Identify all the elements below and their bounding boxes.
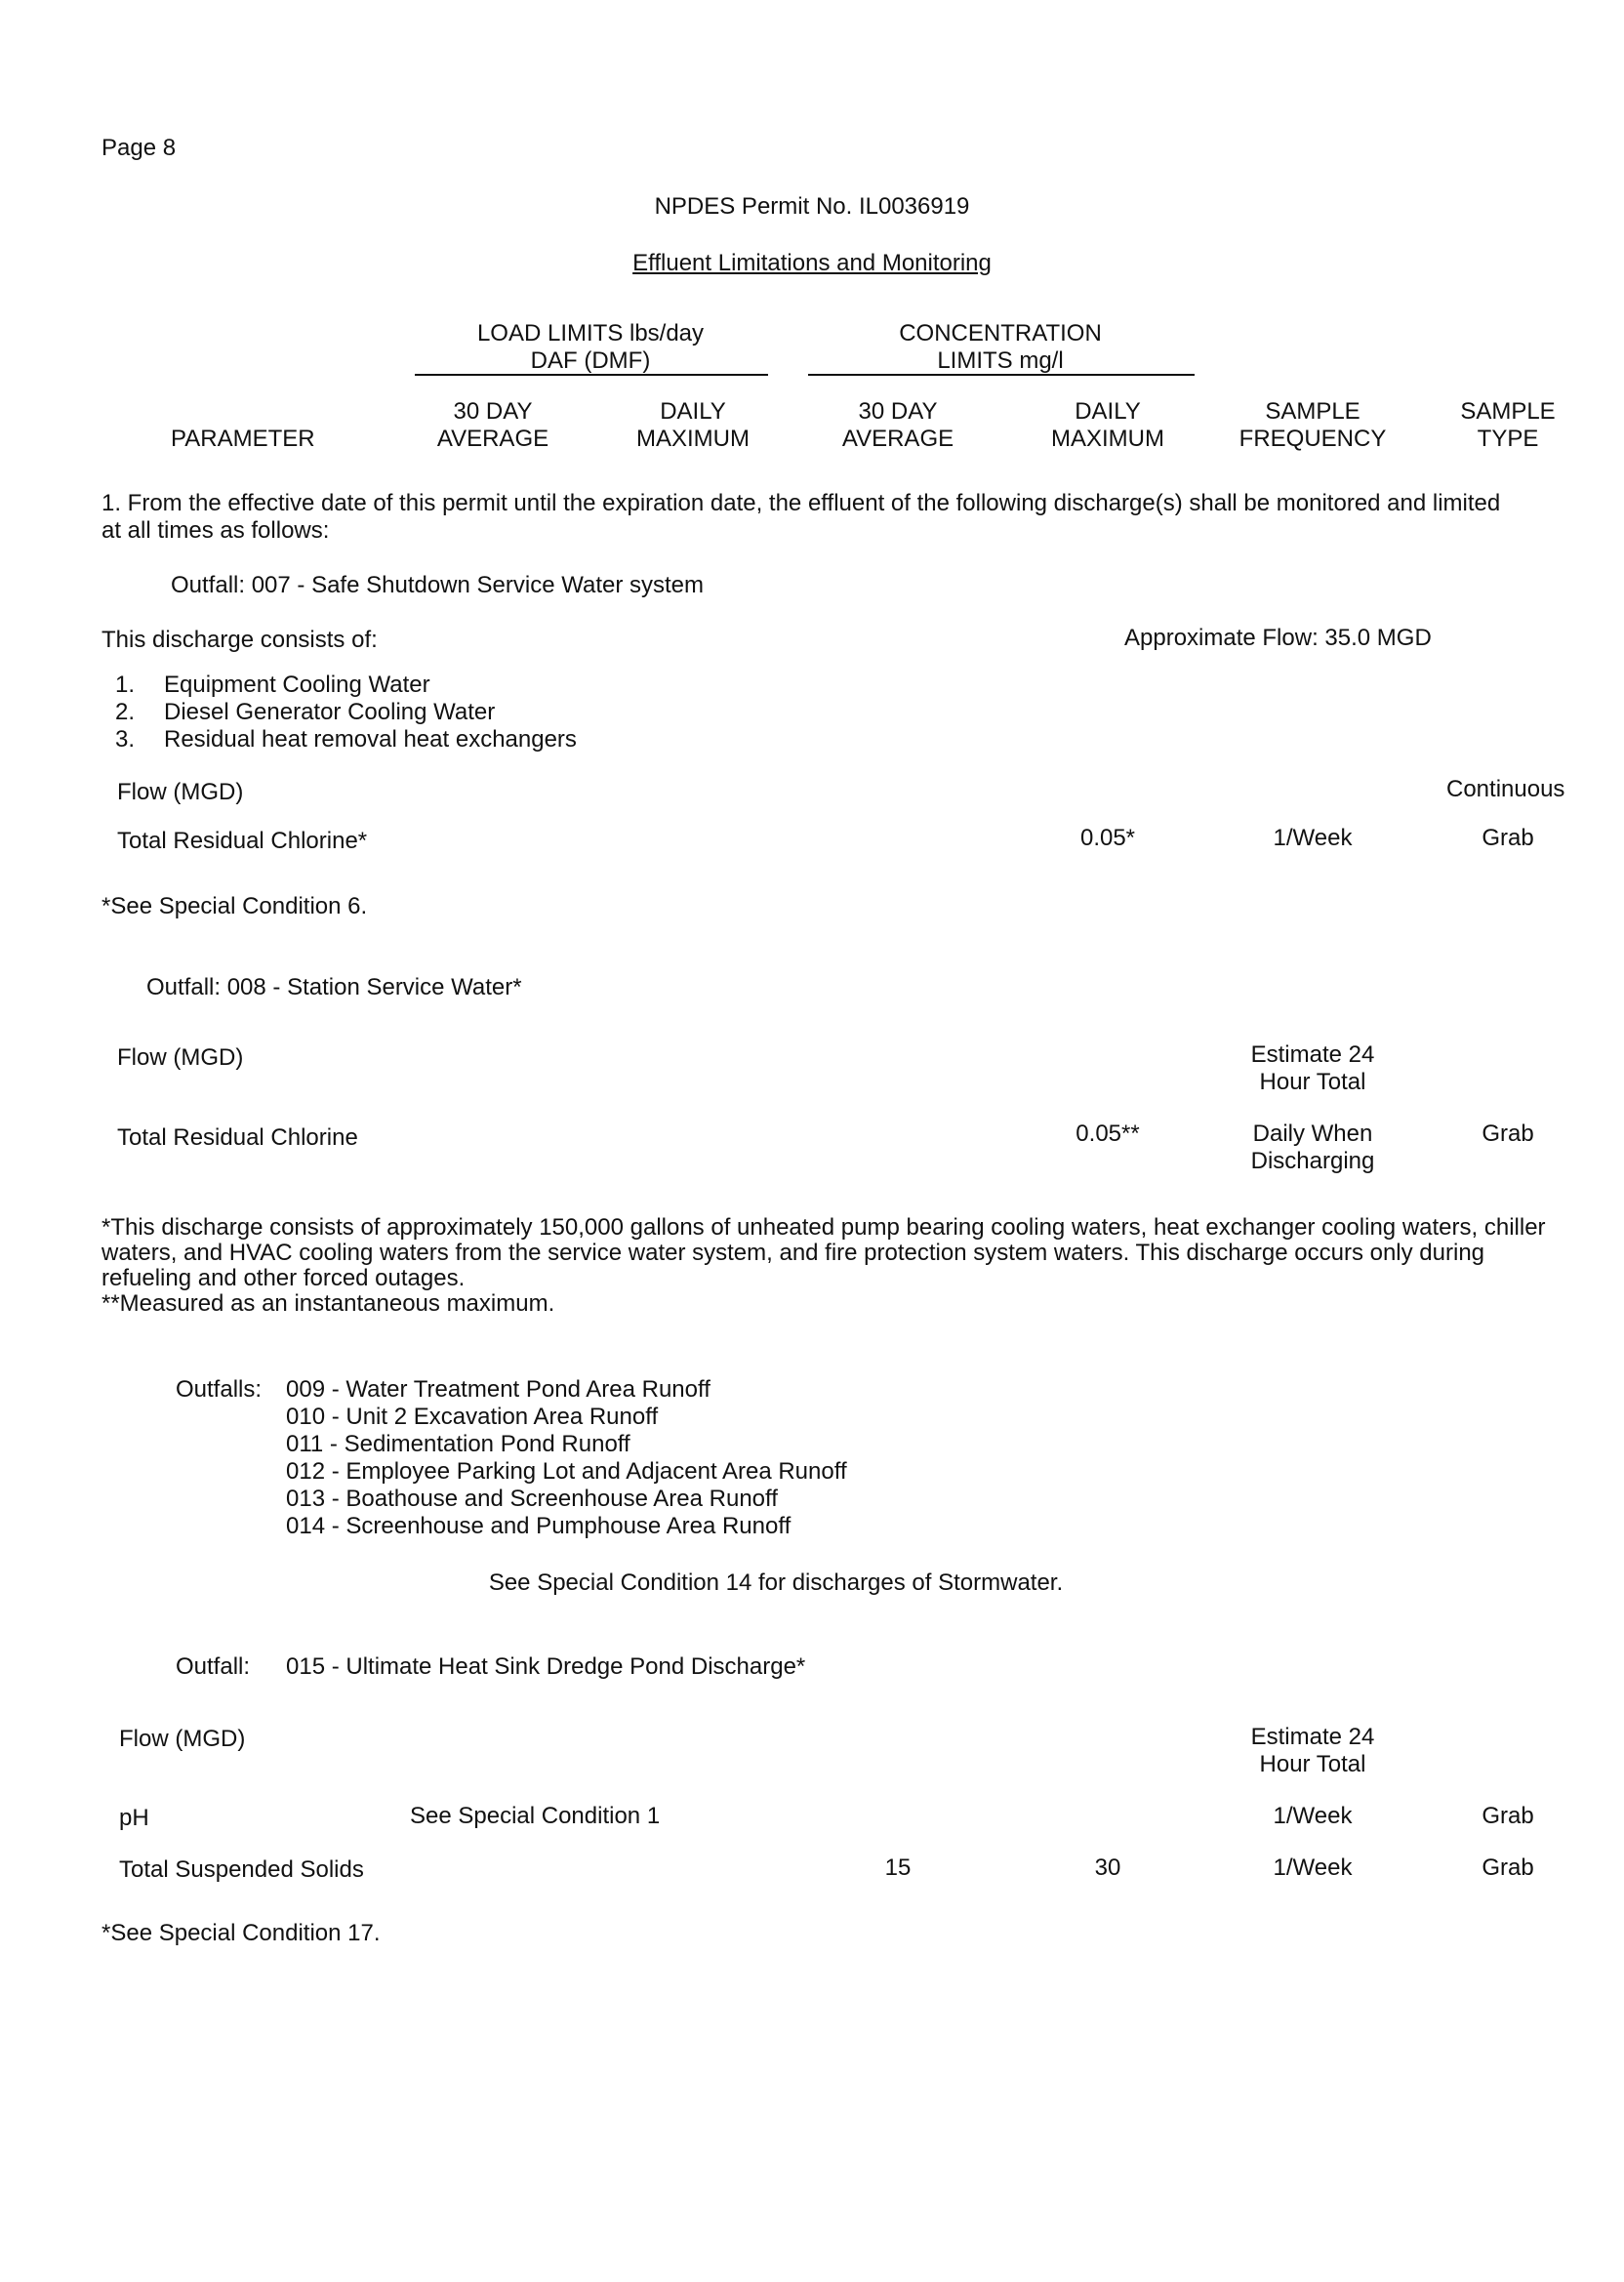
row-parameter: pH <box>119 1805 149 1831</box>
list-item: 014 - Screenhouse and Pumphouse Area Runoff <box>286 1513 792 1539</box>
row-parameter: Flow (MGD) <box>117 1044 244 1071</box>
col-30day-conc: 30 DAY AVERAGE <box>841 398 954 452</box>
concentration-rule <box>808 374 1195 376</box>
row-sample-type: Grab <box>1482 1803 1534 1829</box>
outfall-007-consists-label: This discharge consists of: <box>102 627 378 653</box>
outfall-008-note-1: *This discharge consists of approximately 150,000 gallons of unheated pump bearing cooling waters, heat exchanger cooling waters, chiller <box>102 1214 1546 1241</box>
outfall-015-label: Outfall: <box>176 1653 251 1680</box>
permit-number: NPDES Permit No. IL0036919 <box>654 193 970 220</box>
page-number: Page 8 <box>102 135 177 161</box>
row-sample-type: Grab <box>1482 1854 1534 1881</box>
list-item: 3. Residual heat removal heat exchangers <box>115 726 577 753</box>
row-sample-frequency: Estimate 24 Hour Total <box>1250 1724 1375 1777</box>
outfalls-label: Outfalls: <box>176 1376 263 1403</box>
load-limits-label: LOAD LIMITS lbs/day <box>476 320 705 346</box>
row-limit: See Special Condition 1 <box>410 1803 661 1829</box>
row-sample-type: Grab <box>1482 825 1534 851</box>
outfall-008-note-3: refueling and other forced outages. <box>102 1265 466 1291</box>
col-parameter: PARAMETER <box>171 426 315 452</box>
outfall-008-note-2: waters, and HVAC cooling waters from the service water system, and fire protection system waters. This discharge occurs only during <box>102 1240 1485 1266</box>
load-limits-sublabel: DAF (DMF) <box>530 347 651 374</box>
row-sample-type: Grab <box>1482 1121 1534 1147</box>
row-30day-avg: 15 <box>884 1854 912 1881</box>
row-daily-max: 0.05* <box>1079 825 1136 851</box>
row-parameter: Total Residual Chlorine* <box>117 828 368 854</box>
row-parameter: Flow (MGD) <box>119 1726 246 1752</box>
outfall-008-title: Outfall: 008 - Station Service Water* <box>146 974 522 1000</box>
section-title: Effluent Limitations and Monitoring <box>632 250 992 276</box>
stormwater-note: See Special Condition 14 for discharges of Stormwater. <box>488 1569 1064 1596</box>
list-item: 2. Diesel Generator Cooling Water <box>115 699 496 725</box>
load-limits-rule <box>415 374 768 376</box>
list-item: 011 - Sedimentation Pond Runoff <box>286 1431 630 1457</box>
list-item: 013 - Boathouse and Screenhouse Area Runoff <box>286 1486 778 1512</box>
row-parameter: Total Suspended Solids <box>119 1856 364 1883</box>
concentration-sublabel: LIMITS mg/l <box>937 347 1064 374</box>
outfall-015-title: 015 - Ultimate Heat Sink Dredge Pond Discharge* <box>286 1653 806 1680</box>
list-item: 010 - Unit 2 Excavation Area Runoff <box>286 1404 659 1430</box>
row-sample-frequency: Estimate 24 Hour Total <box>1250 1041 1375 1095</box>
row-daily-max: 30 <box>1094 1854 1121 1881</box>
row-daily-max: 0.05** <box>1076 1121 1140 1147</box>
row-sample-frequency: 1/Week <box>1273 825 1353 851</box>
outfall-008-note-4: **Measured as an instantaneous maximum. <box>102 1290 555 1317</box>
col-30day-load: 30 DAY AVERAGE <box>436 398 549 452</box>
concentration-label: CONCENTRATION <box>899 320 1102 346</box>
row-sample-frequency: Daily When Discharging <box>1250 1121 1375 1174</box>
col-daily-conc: DAILY MAXIMUM <box>1051 398 1164 452</box>
intro-line-2: at all times as follows: <box>102 517 330 544</box>
col-sample-type: SAMPLE TYPE <box>1460 398 1556 452</box>
row-sample-frequency: 1/Week <box>1273 1803 1353 1829</box>
col-daily-load: DAILY MAXIMUM <box>636 398 750 452</box>
row-sample-type: Continuous <box>1446 776 1565 802</box>
list-item: 009 - Water Treatment Pond Area Runoff <box>286 1376 710 1403</box>
outfall-007-note: *See Special Condition 6. <box>102 893 368 919</box>
row-sample-frequency: 1/Week <box>1273 1854 1353 1881</box>
list-item: 1. Equipment Cooling Water <box>115 672 430 698</box>
outfall-007-approx-flow: Approximate Flow: 35.0 MGD <box>1124 625 1432 651</box>
outfall-007-title: Outfall: 007 - Safe Shutdown Service Water system <box>171 572 705 598</box>
row-parameter: Total Residual Chlorine <box>117 1124 358 1151</box>
list-item: 012 - Employee Parking Lot and Adjacent Area Runoff <box>286 1458 847 1485</box>
intro-line-1: 1. From the effective date of this permit until the expiration date, the effluent of the following discharge(s) shall be monitored and limited <box>102 490 1501 516</box>
row-parameter: Flow (MGD) <box>117 779 244 805</box>
outfall-015-note: *See Special Condition 17. <box>102 1920 381 1946</box>
col-sample-frequency: SAMPLE FREQUENCY <box>1238 398 1387 452</box>
